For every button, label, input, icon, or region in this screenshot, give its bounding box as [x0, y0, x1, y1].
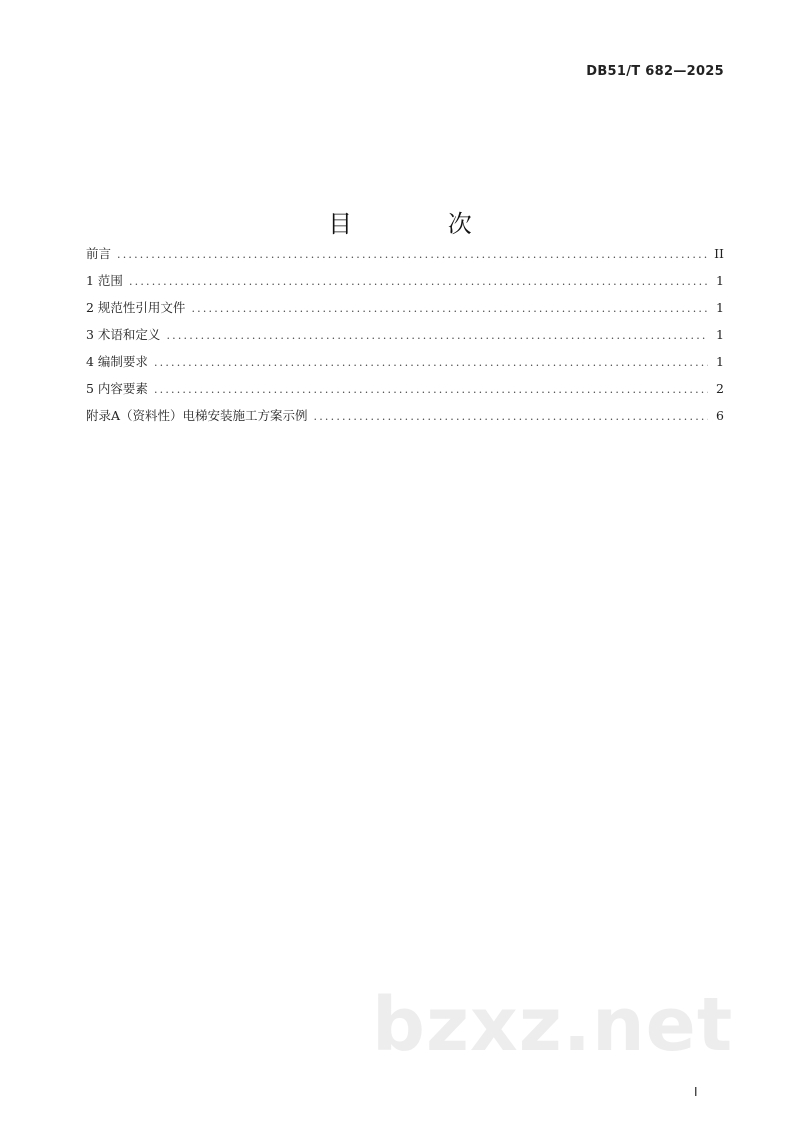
toc-entry-page: 1	[716, 300, 724, 315]
toc-entry-requirements[interactable]	[86, 348, 724, 375]
toc-leader-dots	[117, 241, 708, 268]
toc-entry-label: 5 内容要素	[86, 381, 148, 396]
toc-leader-dots	[166, 322, 708, 349]
toc-entry-terms-definitions[interactable]	[86, 321, 724, 348]
toc-entry-page: 2	[716, 381, 724, 396]
toc-entry-page: 1	[716, 273, 724, 288]
toc-leader-dots	[191, 295, 708, 322]
toc-entry-label: 4 编制要求	[86, 354, 148, 369]
toc-entry-label: 2 规范性引用文件	[86, 300, 186, 315]
toc-leader-dots	[314, 403, 708, 430]
document-code: DB51/T 682—2025	[586, 64, 724, 79]
toc-entry-label: 附录A（资料性）电梯安装施工方案示例	[86, 408, 308, 423]
toc-entry-page: 1	[716, 354, 724, 369]
toc-title: 目 次	[328, 210, 516, 239]
toc-entry-normative-references[interactable]	[86, 294, 724, 321]
toc-entry-scope[interactable]	[86, 267, 724, 294]
toc-entry-foreword[interactable]	[86, 240, 724, 267]
toc-entry-page: II	[714, 246, 724, 261]
toc-entry-page: 1	[716, 327, 724, 342]
page-number: I	[694, 1085, 698, 1099]
toc-leader-dots	[129, 268, 708, 295]
toc-leader-dots	[154, 376, 708, 403]
toc-entry-label: 前言	[86, 246, 112, 261]
toc-entry-page: 6	[716, 408, 724, 423]
toc-list	[86, 240, 724, 429]
toc-leader-dots	[154, 349, 708, 376]
toc-entry-content-elements[interactable]	[86, 375, 724, 402]
toc-entry-label: 3 术语和定义	[86, 327, 161, 342]
watermark: bzxz.net	[372, 982, 734, 1068]
toc-entry-appendix-a[interactable]	[86, 402, 724, 429]
toc-entry-label: 1 范围	[86, 273, 123, 288]
